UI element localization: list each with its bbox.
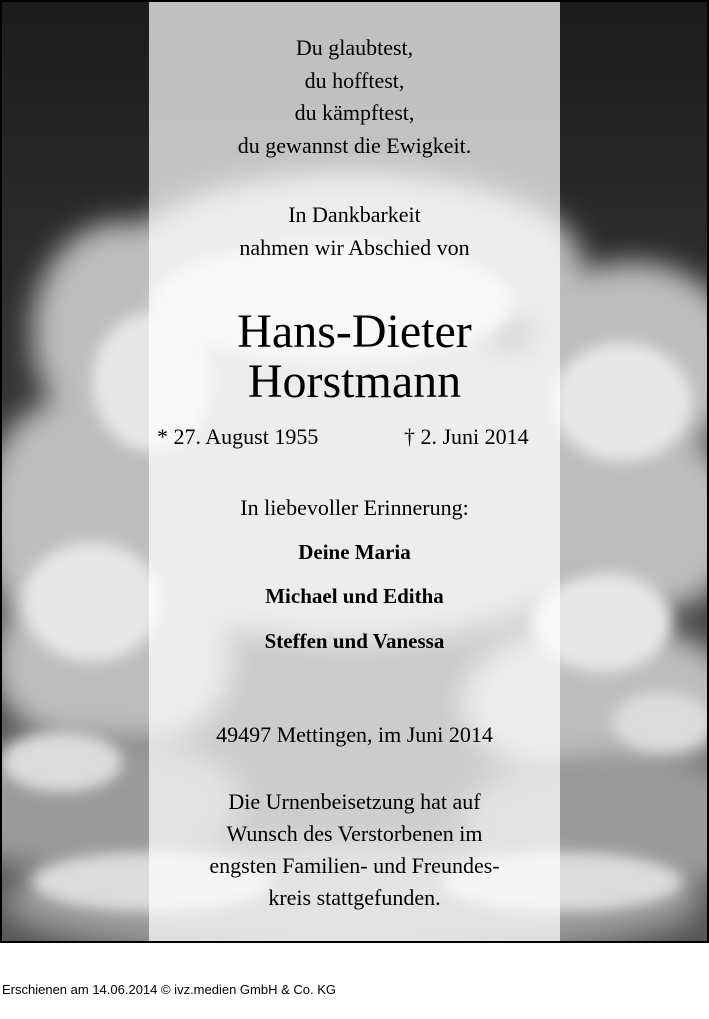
note-line: Die Urnenbeisetzung hat auf bbox=[228, 789, 481, 814]
burial-note bbox=[2, 786, 707, 914]
family-member: Steffen und Vanessa bbox=[264, 629, 445, 653]
family-member: Deine Maria bbox=[298, 540, 411, 564]
note-line: engsten Familien- und Freundes- bbox=[209, 853, 500, 878]
intro-line: nahmen wir Abschied von bbox=[239, 235, 470, 260]
birth-date: * 27. August 1955 bbox=[157, 424, 319, 449]
note-line: Wunsch des Verstorbenen im bbox=[226, 821, 483, 846]
note-line: kreis stattgefunden. bbox=[268, 885, 441, 910]
publication-footer: Erschienen am 14.06.2014 © ivz.medien GmbH & Co. KG bbox=[2, 982, 337, 997]
intro bbox=[2, 198, 707, 264]
poem-line: du kämpftest, bbox=[294, 100, 415, 125]
first-name: Hans-Dieter bbox=[237, 305, 472, 358]
death-date: † 2. Juni 2014 bbox=[404, 424, 529, 449]
poem-line: du gewannst die Ewigkeit. bbox=[237, 132, 472, 158]
poem-line: Du glaubtest, bbox=[295, 35, 414, 60]
last-name: Horstmann bbox=[247, 355, 462, 408]
place-date: 49497 Mettingen, im Juni 2014 bbox=[216, 722, 493, 747]
intro-line: In Dankbarkeit bbox=[288, 202, 421, 227]
memory-line: In liebevoller Erinnerung: bbox=[240, 495, 469, 520]
family-member: Michael und Editha bbox=[265, 584, 444, 608]
deceased-name bbox=[2, 307, 707, 407]
poem bbox=[2, 32, 707, 162]
poem-line: du hofftest, bbox=[304, 67, 405, 93]
